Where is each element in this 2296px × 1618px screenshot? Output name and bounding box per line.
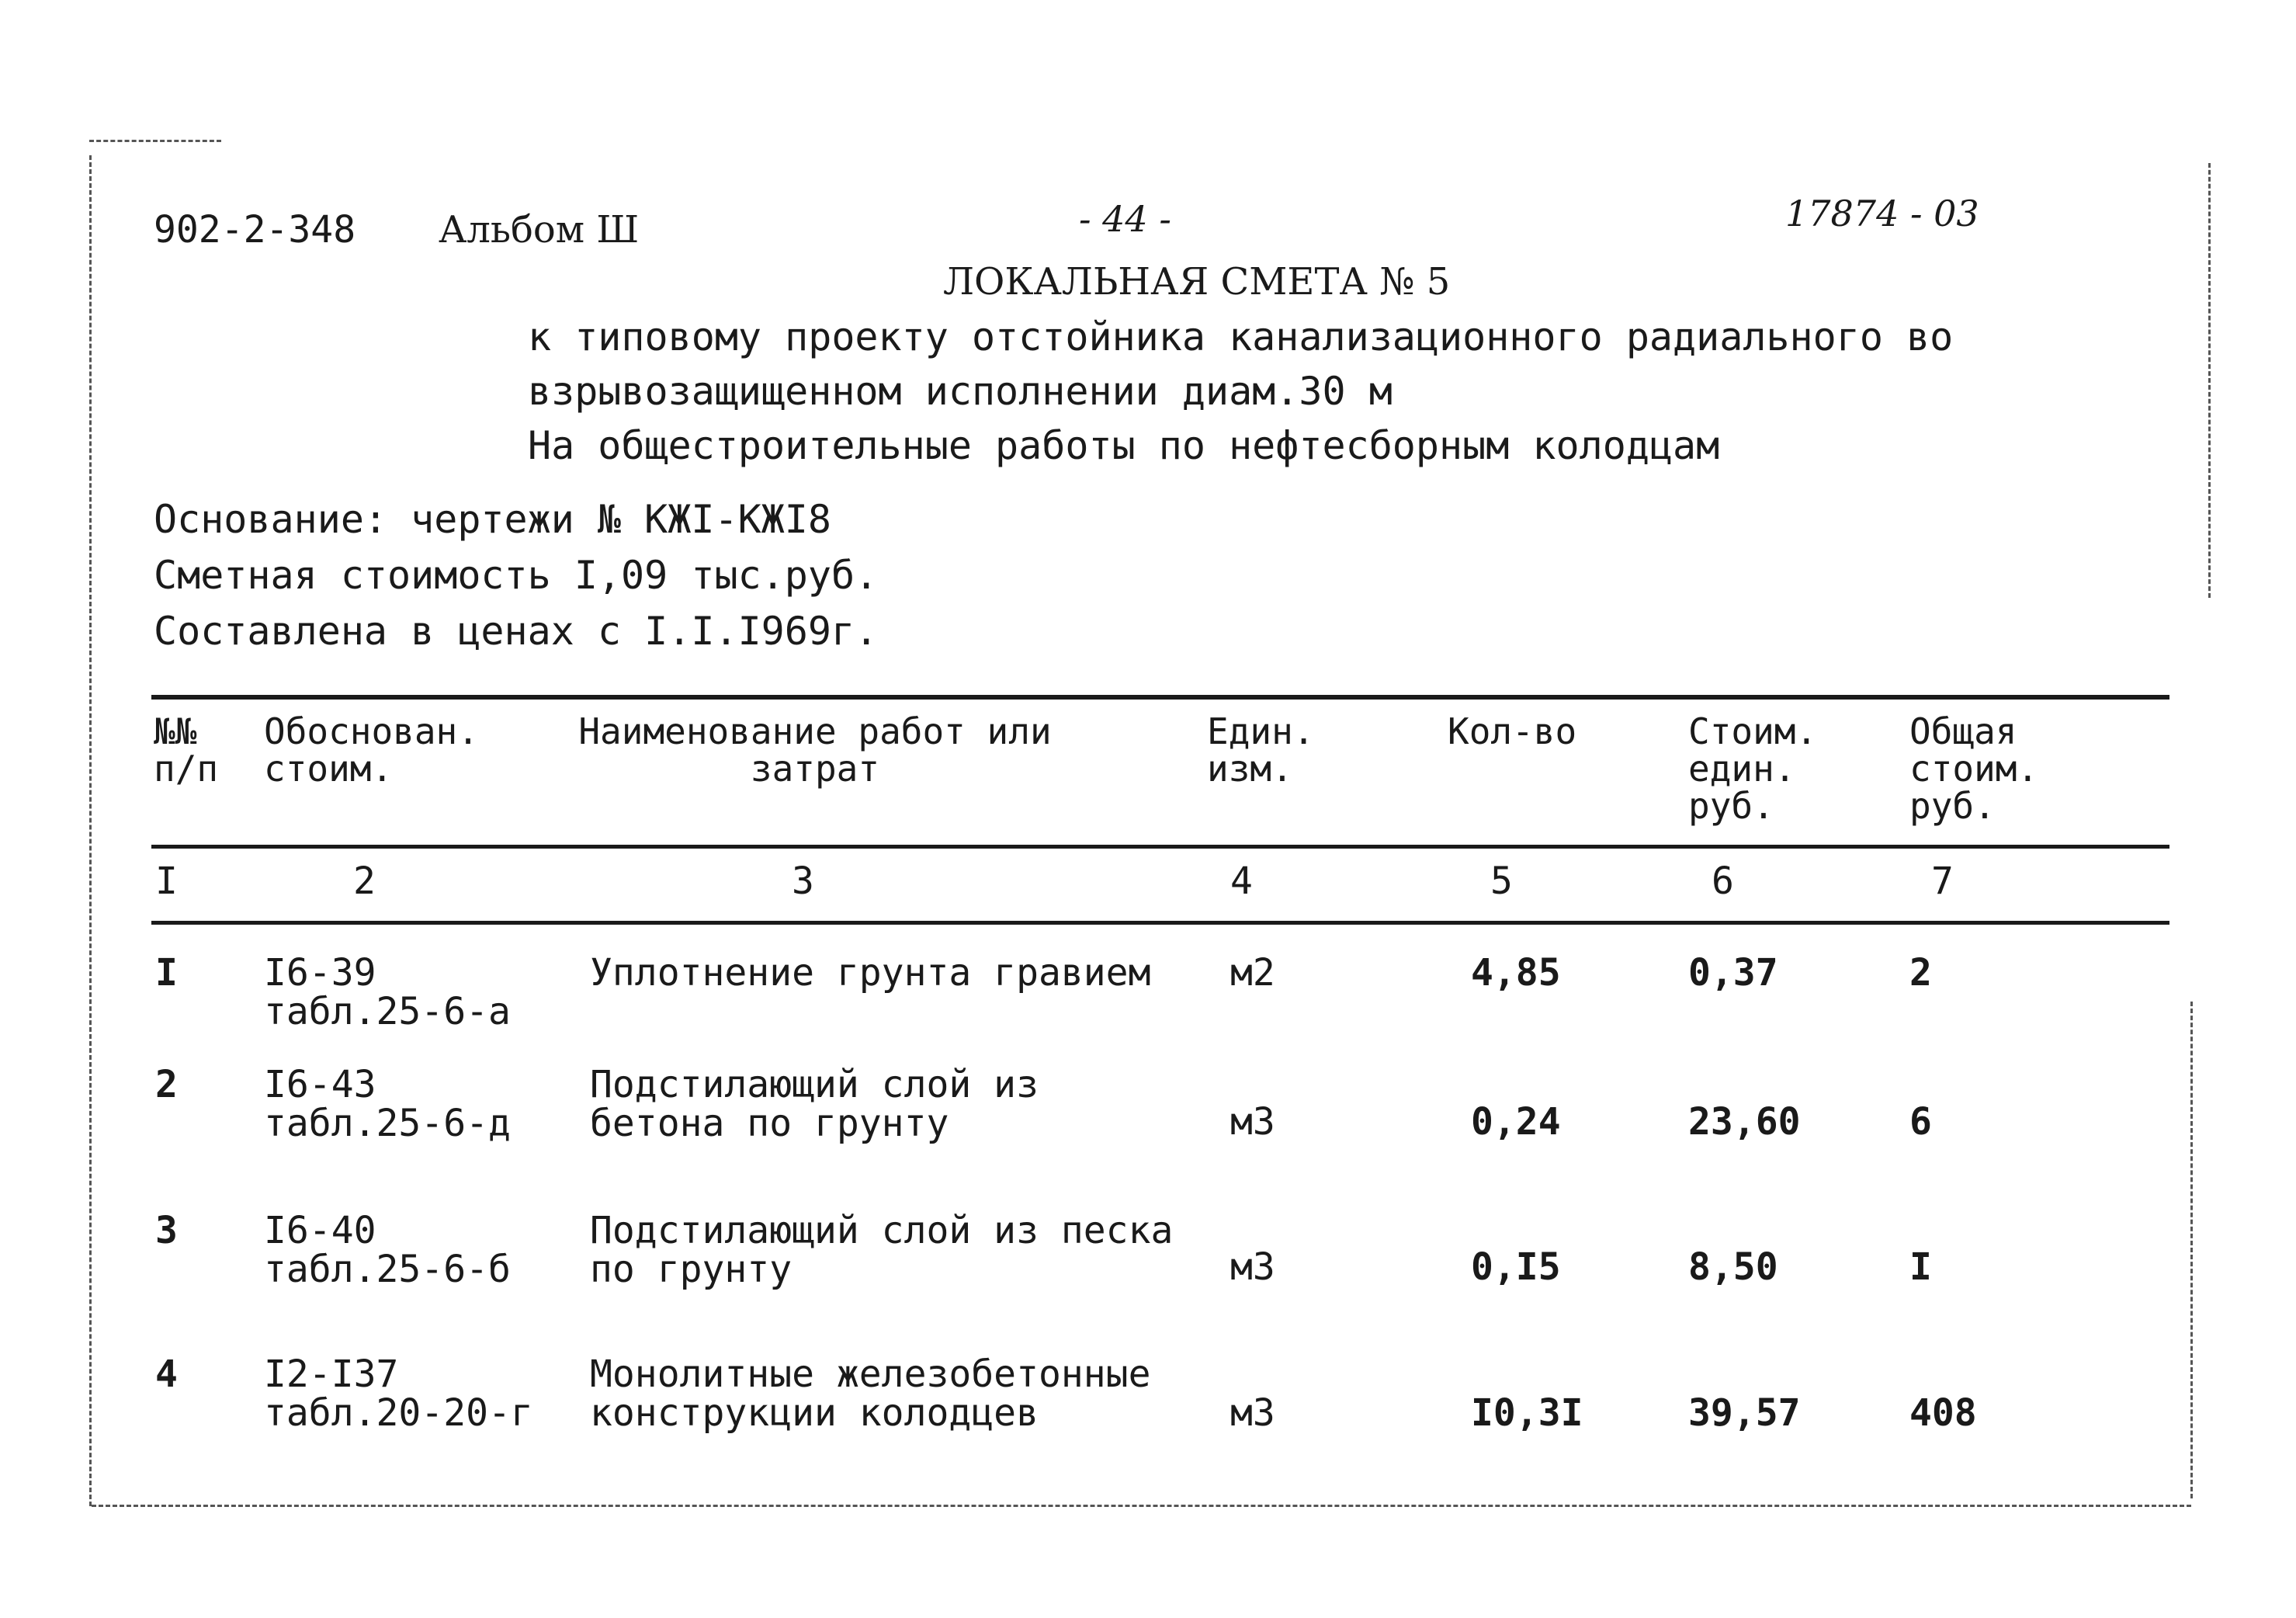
column-number: 2 xyxy=(353,859,376,903)
estimate-title: ЛОКАЛЬНАЯ СМЕТА № 5 xyxy=(943,260,1451,304)
page-number: - 44 - xyxy=(1079,198,1171,240)
basis-line: Основание: чертежи № КЖI-КЖI8 xyxy=(154,497,831,542)
row-unit-cost: 8,50 xyxy=(1688,1245,1778,1289)
header-col-4: Един. изм. xyxy=(1207,710,1315,790)
row-unit: м2 xyxy=(1230,951,1275,995)
header-col-5: Кол-во xyxy=(1448,710,1577,752)
column-number: I xyxy=(155,859,178,903)
album-label: Альбом Ш xyxy=(439,208,640,252)
row-name: Подстилающий слой из бетона по грунту xyxy=(590,1063,1039,1145)
column-numbers-rule xyxy=(151,921,2169,925)
column-number: 3 xyxy=(792,859,814,903)
header-col-1: №№ п/п xyxy=(154,710,219,790)
row-basis: I6-39 табл.25-6-а xyxy=(264,951,511,1033)
column-number: 7 xyxy=(1931,859,1954,903)
table-top-rule xyxy=(151,695,2169,700)
row-basis: I6-40 табл.25-6-б xyxy=(264,1209,511,1291)
row-number: I xyxy=(155,951,178,995)
row-number: 2 xyxy=(155,1063,178,1106)
row-quantity: I0,3I xyxy=(1471,1391,1583,1435)
frame-right-dash-lower xyxy=(2190,1002,2193,1498)
row-quantity: 0,24 xyxy=(1471,1100,1561,1144)
row-unit: м3 xyxy=(1230,1391,1275,1435)
row-total: 2 xyxy=(1909,951,1932,995)
row-unit-cost: 39,57 xyxy=(1688,1391,1801,1435)
row-total: I xyxy=(1909,1245,1932,1289)
row-unit: м3 xyxy=(1230,1100,1275,1144)
row-number: 4 xyxy=(155,1352,178,1396)
column-number: 5 xyxy=(1490,859,1513,903)
document-code: 902-2-348 xyxy=(154,208,356,252)
frame-top-left-dash xyxy=(89,140,221,142)
column-number: 4 xyxy=(1230,859,1253,903)
frame-right-dash xyxy=(2208,163,2211,598)
row-unit-cost: 0,37 xyxy=(1688,951,1778,995)
row-quantity: 0,I5 xyxy=(1471,1245,1561,1289)
row-total: 6 xyxy=(1909,1100,1932,1144)
header-col-6: Стоим. един. руб. xyxy=(1688,710,1818,827)
inventory-number: 17874 - 03 xyxy=(1785,193,1979,234)
subtitle-line-2: взрывозащищенном исполнении диам.30 м xyxy=(528,369,1393,414)
column-number: 6 xyxy=(1712,859,1734,903)
frame-left-dash xyxy=(89,155,92,1506)
row-total: 408 xyxy=(1909,1391,1977,1435)
subtitle-line-3: На общестроительные работы по нефтесборным колодцам xyxy=(528,423,1720,468)
row-name: Уплотнение грунта гравием xyxy=(590,951,1151,995)
subtitle-line-1: к типовому проекту отстойника канализационного радиального во xyxy=(528,314,1954,359)
header-bottom-rule xyxy=(151,845,2169,849)
row-basis: I6-43 табл.25-6-д xyxy=(264,1063,511,1145)
cost-line: Сметная стоимость I,09 тыс.руб. xyxy=(154,553,879,598)
row-unit: м3 xyxy=(1230,1245,1275,1289)
row-quantity: 4,85 xyxy=(1471,951,1561,995)
header-col-7: Общая стоим. руб. xyxy=(1909,710,2039,827)
row-unit-cost: 23,60 xyxy=(1688,1100,1801,1144)
row-name: Подстилающий слой из песка по грунту xyxy=(590,1209,1174,1291)
row-number: 3 xyxy=(155,1209,178,1252)
header-col-2: Обоснован. стоим. xyxy=(264,710,479,790)
row-basis: I2-I37 табл.20-20-г xyxy=(264,1352,533,1435)
frame-bottom-dash xyxy=(92,1505,2191,1507)
prices-line: Составлена в ценах с I.I.I969г. xyxy=(154,609,879,654)
row-name: Монолитные железобетонные конструкции колодцев xyxy=(590,1352,1151,1435)
header-col-3: Наименование работ или затрат xyxy=(578,710,1052,790)
